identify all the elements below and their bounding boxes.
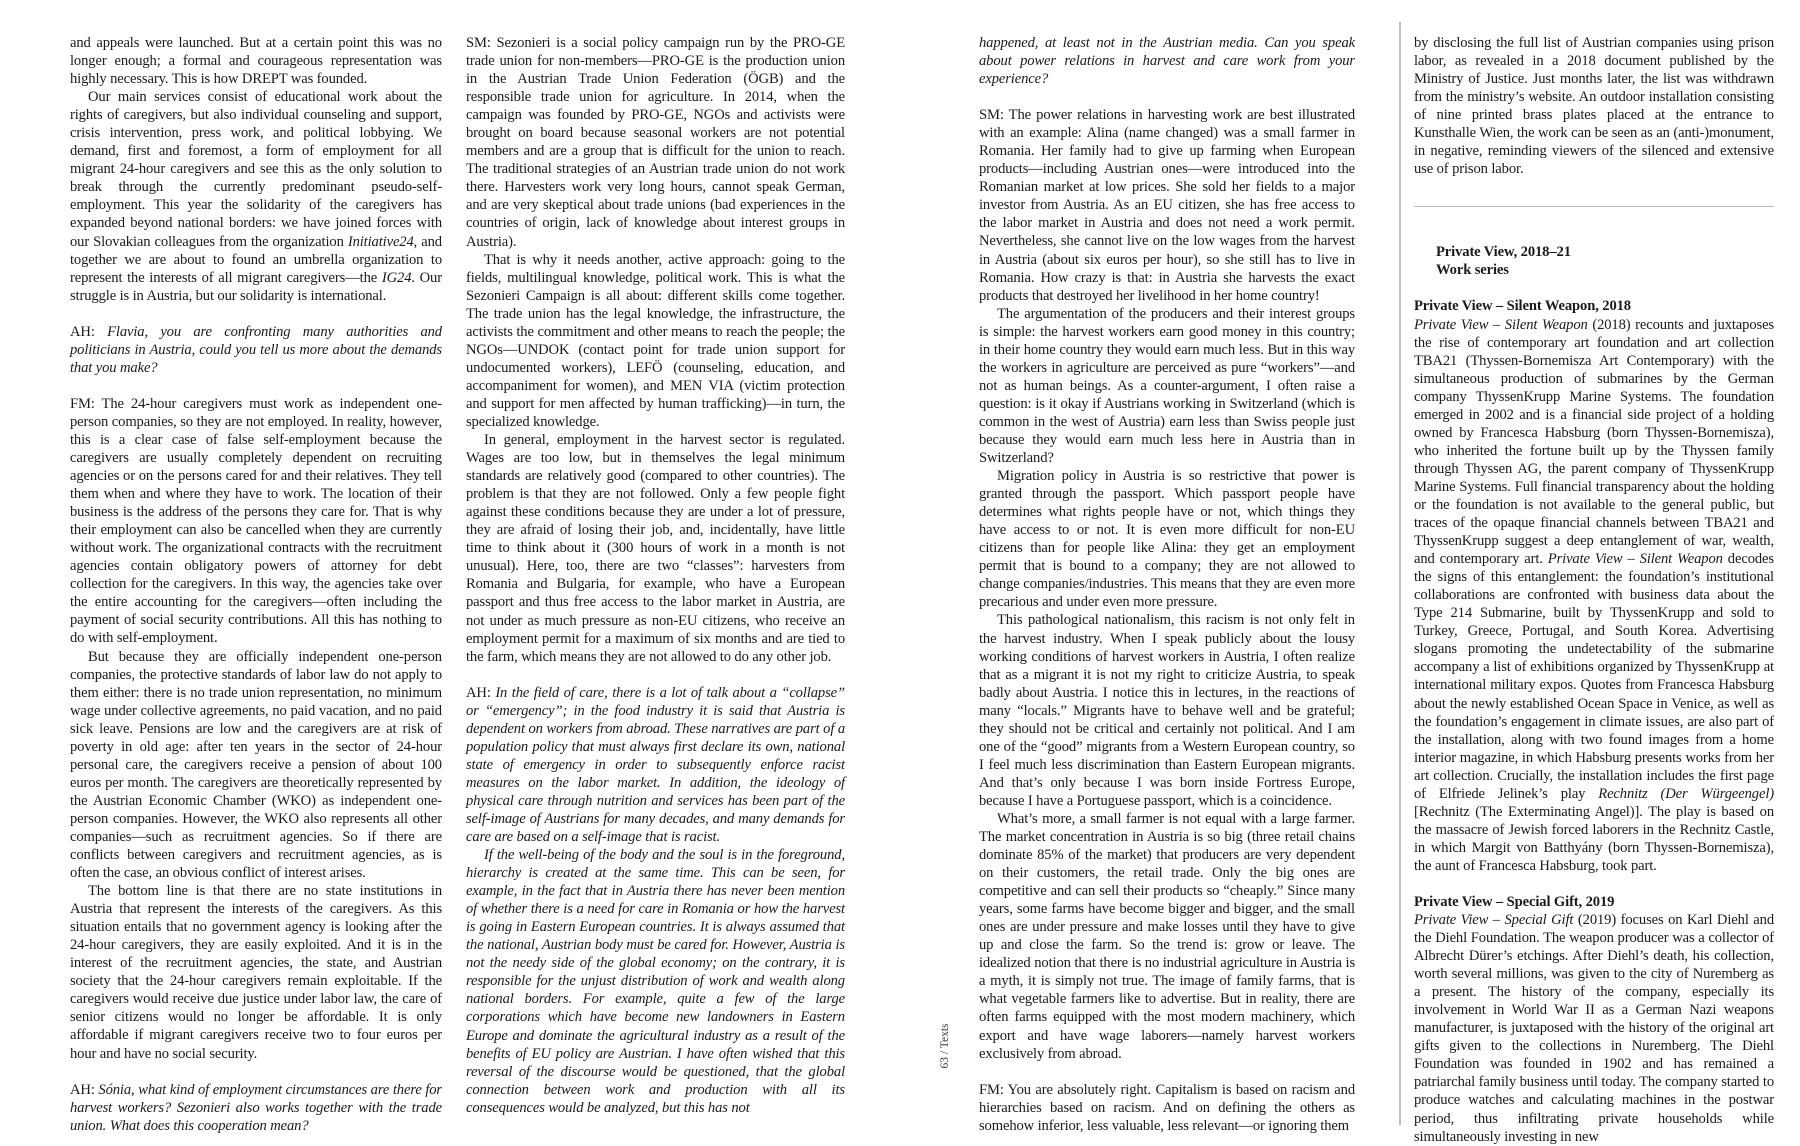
text-run: , and together we are about to found an umbrella organization to represent the interests of all migrant caregivers—the: [70, 233, 442, 286]
text-run: by disclosing the full list of Austrian companies using prison labor, as revealed in a 2018 document published by the Ministry of Justice. Just months later, the list was withdrawn from the ministry’s website. An outdoor installation consisting of nine printed brass plates placed at the entrance to Kunsthalle Wien, the work can be seen as an (anti-)monument, in negative, reminding viewers of the silenced and extensive use of prison labor.: [1414, 35, 1774, 178]
paragraph: [466, 251, 845, 431]
paragraph: [1414, 316, 1774, 875]
column-divider-rule: [1399, 22, 1401, 1125]
paragraph: [70, 395, 442, 648]
section-rule: [1414, 206, 1774, 207]
text-run: (2018) recounts and juxtaposes the rise of contemporary art foundation and art collection TBA21 (Thyssen-Bornemisza Art Contemporary) with the simultaneous production of submarines by the German company ThyssenKrupp Marine Systems. The foundation emerged in 2002 and is a financial side project of a holding owned by Francesca Habsburg (born Thyssen-Bornemisza), who inherited the fortune built up by the Thyssen family through Thyssen AG, the parent company of ThyssenKrupp Marine Systems. Full financial transparency about the holding or the foundation is not available to the general public, but traces of the opaque financial channels between TBA21 and ThyssenKrupp suggest a deep entanglement of war, wealth, and contemporary art.: [1414, 316, 1774, 568]
text-column-3: [979, 34, 1355, 1135]
text-run: The argumentation of the producers and their interest groups is simple: the harvest workers earn good money in this country; in their home country they would earn much less. But in this way the workers in agriculture are perceived as pure “workers”—and not as human beings. As a counter-argument, I often raise a question: is it okay if Austrians working in Switzerland (which is common in the west of Austria) earn less than Swiss people just because they would earn much less here in Austria than in Switzerland?: [979, 305, 1355, 467]
text-column-1: [70, 34, 442, 1135]
paragraph: [70, 323, 442, 377]
text-run: The bottom line is that there are no state institutions in Austria that represent the interests of the caregivers. As this situation entails that no government agency is looking after the 24-hour caregivers, they are easily exploited. And it is in the interest of the recruitment agencies, the state, and Austrian society that the 24-hour caregivers remain exploitable. If the caregivers would receive due justice under labor law, the care of senior citizens would no longer be affordable. It is only affordable if migrant caregivers receive two to four euros per hour and have no social security.: [70, 883, 442, 1062]
text-run: FM: You are absolutely right. Capitalism is based on racism and hierarchies based on racism. And on defining the others as somehow inferior, less valuable, less relevant—or ignoring them: [979, 1081, 1355, 1134]
paragraph: [1414, 34, 1774, 178]
text-run: In general, employment in the harvest sector is regulated. Wages are too low, but in themselves the legal minimum standards are relatively good (compared to other countries). The problem is that they are not followed. Only a few people fight against these conditions because they are under a lot of pressure, they are afraid of losing their job, and, incidentally, have little time to think about it (300 hours of work in a month is not unusual). Here, too, there are two “classes”: harvesters from Romania and Bulgaria, for example, who have a European passport and thus free access to the labor market in Austria, are not under as much pressure as non-EU citizens, who receive an employment permit for a maximum of six months and are tied to the farm, which means they are not allowed to do any other job.: [466, 432, 845, 665]
paragraph: [466, 34, 845, 251]
paragraph: [979, 106, 1355, 305]
text-run: Our main services consist of educational work about the rights of caregivers, but also individual counseling and support, crisis intervention, press work, and political lobbying. We demand, first and foremost, a form of employment for all migrant 24-hour caregivers and see this as the only solution to break through the currently predominant pseudo-self-employment. This year the solidarity of the caregivers has expanded beyond national borders: we have joined forces with our Slovakian colleagues from the organization: [70, 89, 442, 250]
text-run: Private View – Silent Weapon, 2018: [1414, 298, 1631, 315]
text-run: AH:: [70, 1081, 99, 1098]
text-run: Work series: [1436, 262, 1509, 279]
text-run: decodes the signs of this entanglement: the foundation’s institutional collaborations are confronted with business data about the Type 214 Submarine, built by ThyssenKrupp and sold to Turkey, Greece, Portugal, and South Korea. Advertising slogans promoting the undetectability of the submarine accompany a list of exhibitions organized by ThyssenKrupp at international military expos. Quotes from Francesca Habsburg about the newly established Ocean Space in Venice, as well as the foundation’s engagement in climate issues, are also part of the installation, along with two found images from a home interior magazine, in which Habsburg presents works from her art collection. Crucially, the installation includes the first page of Elfriede Jelinek’s play: [1414, 551, 1774, 802]
paragraph: [70, 648, 442, 883]
text-run: SM: The power relations in harvesting work are best illustrated with an example: Alina (name changed) was a small farmer in Romania. Her family had to give up farming when European products—including Austrian ones—were introduced into the Romanian market at low prices. She sold her fields to a major investor from Austria. As an EU citizen, she has free access to the labor market in Austria and does not need a work permit. Nevertheless, she cannot live on the low wages from the harvest in Austria (about six euros per hour), so she still has to live in Romania. How crazy is that: in Austria she harvests the exact products that destroyed her livelihood in her home country!: [979, 107, 1355, 304]
paragraph: [70, 882, 442, 1062]
paragraph: [979, 1081, 1355, 1135]
text-run: Private View – Special Gift, 2019: [1414, 893, 1615, 910]
italic-text-run: IG24: [381, 269, 412, 286]
italic-text-run: Private View – Silent Weapon: [1414, 316, 1588, 333]
text-run: and appeals were launched. But at a certain point this was no longer enough; a formal and courageous representation was highly necessary. This is how DREPT was founded.: [70, 35, 442, 88]
italic-text-run: Initiative24: [347, 233, 414, 250]
text-run: Private View, 2018–21: [1436, 244, 1571, 261]
text-run: Migration policy in Austria is so restrictive that power is granted through the passport. Which passport people have determines what rights people have or not, which things they have access to or not. It is even more difficult for non-EU citizens than for people like Alina: they get an employment permit that is bound to a company; they are not allowed to change companies/industries. This means that they are even more precarious and under even more pressure.: [979, 468, 1355, 611]
paragraph: [70, 34, 442, 88]
subsection-heading: [1414, 893, 1774, 911]
text-run: What’s more, a small farmer is not equal with a large farmer. The market concentration in Austria is so big (three retail chains dominate 85% of the market) that producers are very dependent on their customers, the retail trade. Only the big ones are competitive and can sell their products so “cheaply.” Since many years, some farms have become bigger and bigger, and the small ones are under pressure and make losses until they have to give up and close the farm. So the trend is: grow or leave. The idealized notion that there is no industrial agriculture in Austria is a myth, it is simply not true. The image of family farms, that is what vegetable farmers like to advertise. But in reality, there are often farms equipped with the most modern machinery, which export and have wage laborers—namely harvest workers exclusively from abroad.: [979, 810, 1355, 1062]
text-run: FM: The 24-hour caregivers must work as independent one-person companies, so they are not employed. In reality, however, this is a clear case of false self-employment because the caregivers are usually completely dependent on recruiting agencies or on the persons cared for and their relatives. They tell them when and where they have to work. The location of their business is the address of the persons they care for. That is why their employment can also be cancelled when they are currently without work. The organizational contracts with the recruitment agencies contain obligatory powers of attorney for debt collection for the caregivers. In this way, the agencies take over the entire accounting for the caregivers—often including the payment of social security contributions. All this has nothing to do with self-employment.: [70, 395, 442, 647]
text-run: AH:: [466, 684, 496, 701]
paragraph: [466, 684, 845, 846]
paragraph: [466, 846, 845, 1117]
italic-text-run: Sónia, what kind of employment circumstances are there for harvest workers? Sezonieri also works together with the trade union. What does this cooperation mean?: [70, 1081, 442, 1134]
text-run: But because they are officially independent one-person companies, the protective standards of labor law do not apply to them either: there is no trade union representation, no minimum wage under collective agreements, no paid vacation, and no paid sick leave. Pensions are low and the caregivers are at risk of poverty in old age: after ten years in the sector of 24-hour personal care, the caregivers receive a pension of about 100 euros per month. The caregivers are theoretically represented by the Austrian Economic Chamber (WKO) as independent one-person companies. However, the WKO also represents all other companies—such as recruitment agencies. So if there are conflicts between caregivers and recruitment agencies, as is often the case, an obvious conflict of interest arises.: [70, 648, 442, 882]
text-run: . Our struggle is in Austria, but our solidarity is international.: [70, 269, 442, 304]
text-column-2: [466, 34, 845, 1117]
subsection-heading: [1414, 297, 1774, 315]
text-run: (2019) focuses on Karl Diehl and the Diehl Foundation. The weapon producer was a collector of Albrecht Dürer’s etchings. After Diehl’s death, his collection, worth several millions, was given to the city of Nuremberg as a present. The history of the company, especially its involvement in World War II as a German Nazi weapons manufacturer, is juxtaposed with the history of the original art gifts given to the collections in Nuremberg. The Diehl Foundation was founded in 1902 and has remained a patriarchal family business until today. The company started to produce watches and calculating machines in the postwar period, thus infiltrating private households while simultaneously investing in new: [1414, 912, 1774, 1145]
paragraph: [979, 810, 1355, 1063]
text-run: That is why it needs another, active approach: going to the fields, multilingual knowledge, political work. This is what the Sezonieri Campaign is all about: different skills come together. The trade union has the legal knowledge, the infrastructure, the activists the commitment and other means to reach the people; the NGOs—UNDOK (contact point for trade union support for undocumented workers), LEFÖ (counseling, education, and accompaniment for women), and MEN VIA (victim protection and support for men affected by human trafficking)—in turn, the specialized knowledge.: [466, 251, 845, 430]
paragraph: [979, 467, 1355, 611]
text-run: [Rechnitz (The Exterminating Angel)]. The play is based on the massacre of Jewish forced laborers in the Rechnitz Castle, in which Margit von Batthyány (born Thyssen-Bornemisza), the aunt of Francesca Habsburg, took part.: [1414, 803, 1774, 874]
italic-text-run: Rechnitz (Der Würgeengel): [1598, 785, 1775, 802]
section-heading: [1414, 261, 1774, 279]
paragraph: [1414, 911, 1774, 1146]
italic-text-run: Flavia, you are confronting many authorities and politicians in Austria, could you tell us more about the demands that you make?: [70, 323, 442, 376]
paragraph: [979, 34, 1355, 88]
italic-text-run: Private View – Special Gift: [1414, 912, 1574, 929]
text-run: This pathological nationalism, this racism is not only felt in the harvest industry. When I speak publicly about the lousy working conditions of harvest workers in Austria, I often realize that as a migrant it is not my right to criticize Austria, to speak badly about Austria. I notice this in lectures, in the reactions of many “locals.” Migrants have to behave well and be grateful; they should not be critical and certainly not political. And I am one of the “good” migrants from a Western European country, so I feel much less discrimination than Eastern European migrants. And that’s only because I was born inside Fortress Europe, because I have a Portuguese passport, which is a coincidence.: [979, 612, 1355, 809]
italic-text-run: If the well-being of the body and the soul is in the foreground, hierarchy is created at the same time. This can be seen, for example, in the fact that in Austria there has never been mention of whether there is a need for care in Romania or how the harvest is going in Eastern European countries. It is always assumed that the national, Austrian body must be cared for. However, Austria is not the needy side of the global economy; on the contrary, it is responsible for the unjust distribution of work and wealth along national borders. For example, quite a few of the large corporations which have become new landowners in Eastern Europe and dominate the agricultural industry as a result of the benefits of EU policy are Austrian. I have often wished that this reversal of the discourse would be questioned, that the global connection between work and production with all its consequences would be analyzed, but this has not: [466, 847, 845, 1116]
paragraph: [70, 1081, 442, 1135]
paragraph: [979, 305, 1355, 467]
text-column-4: [1414, 34, 1774, 1146]
paragraph: [979, 611, 1355, 810]
text-run: AH:: [70, 323, 108, 340]
section-heading: [1414, 243, 1774, 261]
italic-text-run: happened, at least not in the Austrian media. Can you speak about power relations in harvest and care work from your experience?: [979, 35, 1355, 88]
paragraph: [466, 431, 845, 666]
italic-text-run: In the field of care, there is a lot of talk about a “collapse” or “emergency”; in the food industry it is said that Austria is dependent on workers from abroad. These narratives are part of a population policy that must always first declare its own, national state of emergency in order to subsequently enforce racist measures on the labor market. In addition, the ideology of physical care through nutrition and services has been part of the self-image of Austrians for many decades, and many demands for care are based on a self-image that is racist.: [466, 684, 845, 846]
italic-text-run: Private View – Silent Weapon: [1547, 551, 1723, 568]
text-run: SM: Sezonieri is a social policy campaign run by the PRO-GE trade union for non-members—PRO-GE is the production union in the Austrian Trade Union Federation (ÖGB) and the responsible trade union for agriculture. In 2014, when the campaign was founded by PRO-GE, NGOs and activists were brought on board because seasonal workers are not potential members and are a group that is difficult for the union to reach. The traditional strategies of an Austrian trade union do not work there. Harvesters work very long hours, cannot speak German, and are very skeptical about trade unions (bad experiences in the countries of origin, lack of knowledge about interest groups in Austria).: [466, 35, 845, 250]
page-folio: 63 / Texts: [939, 1023, 951, 1069]
paragraph: [70, 88, 442, 305]
